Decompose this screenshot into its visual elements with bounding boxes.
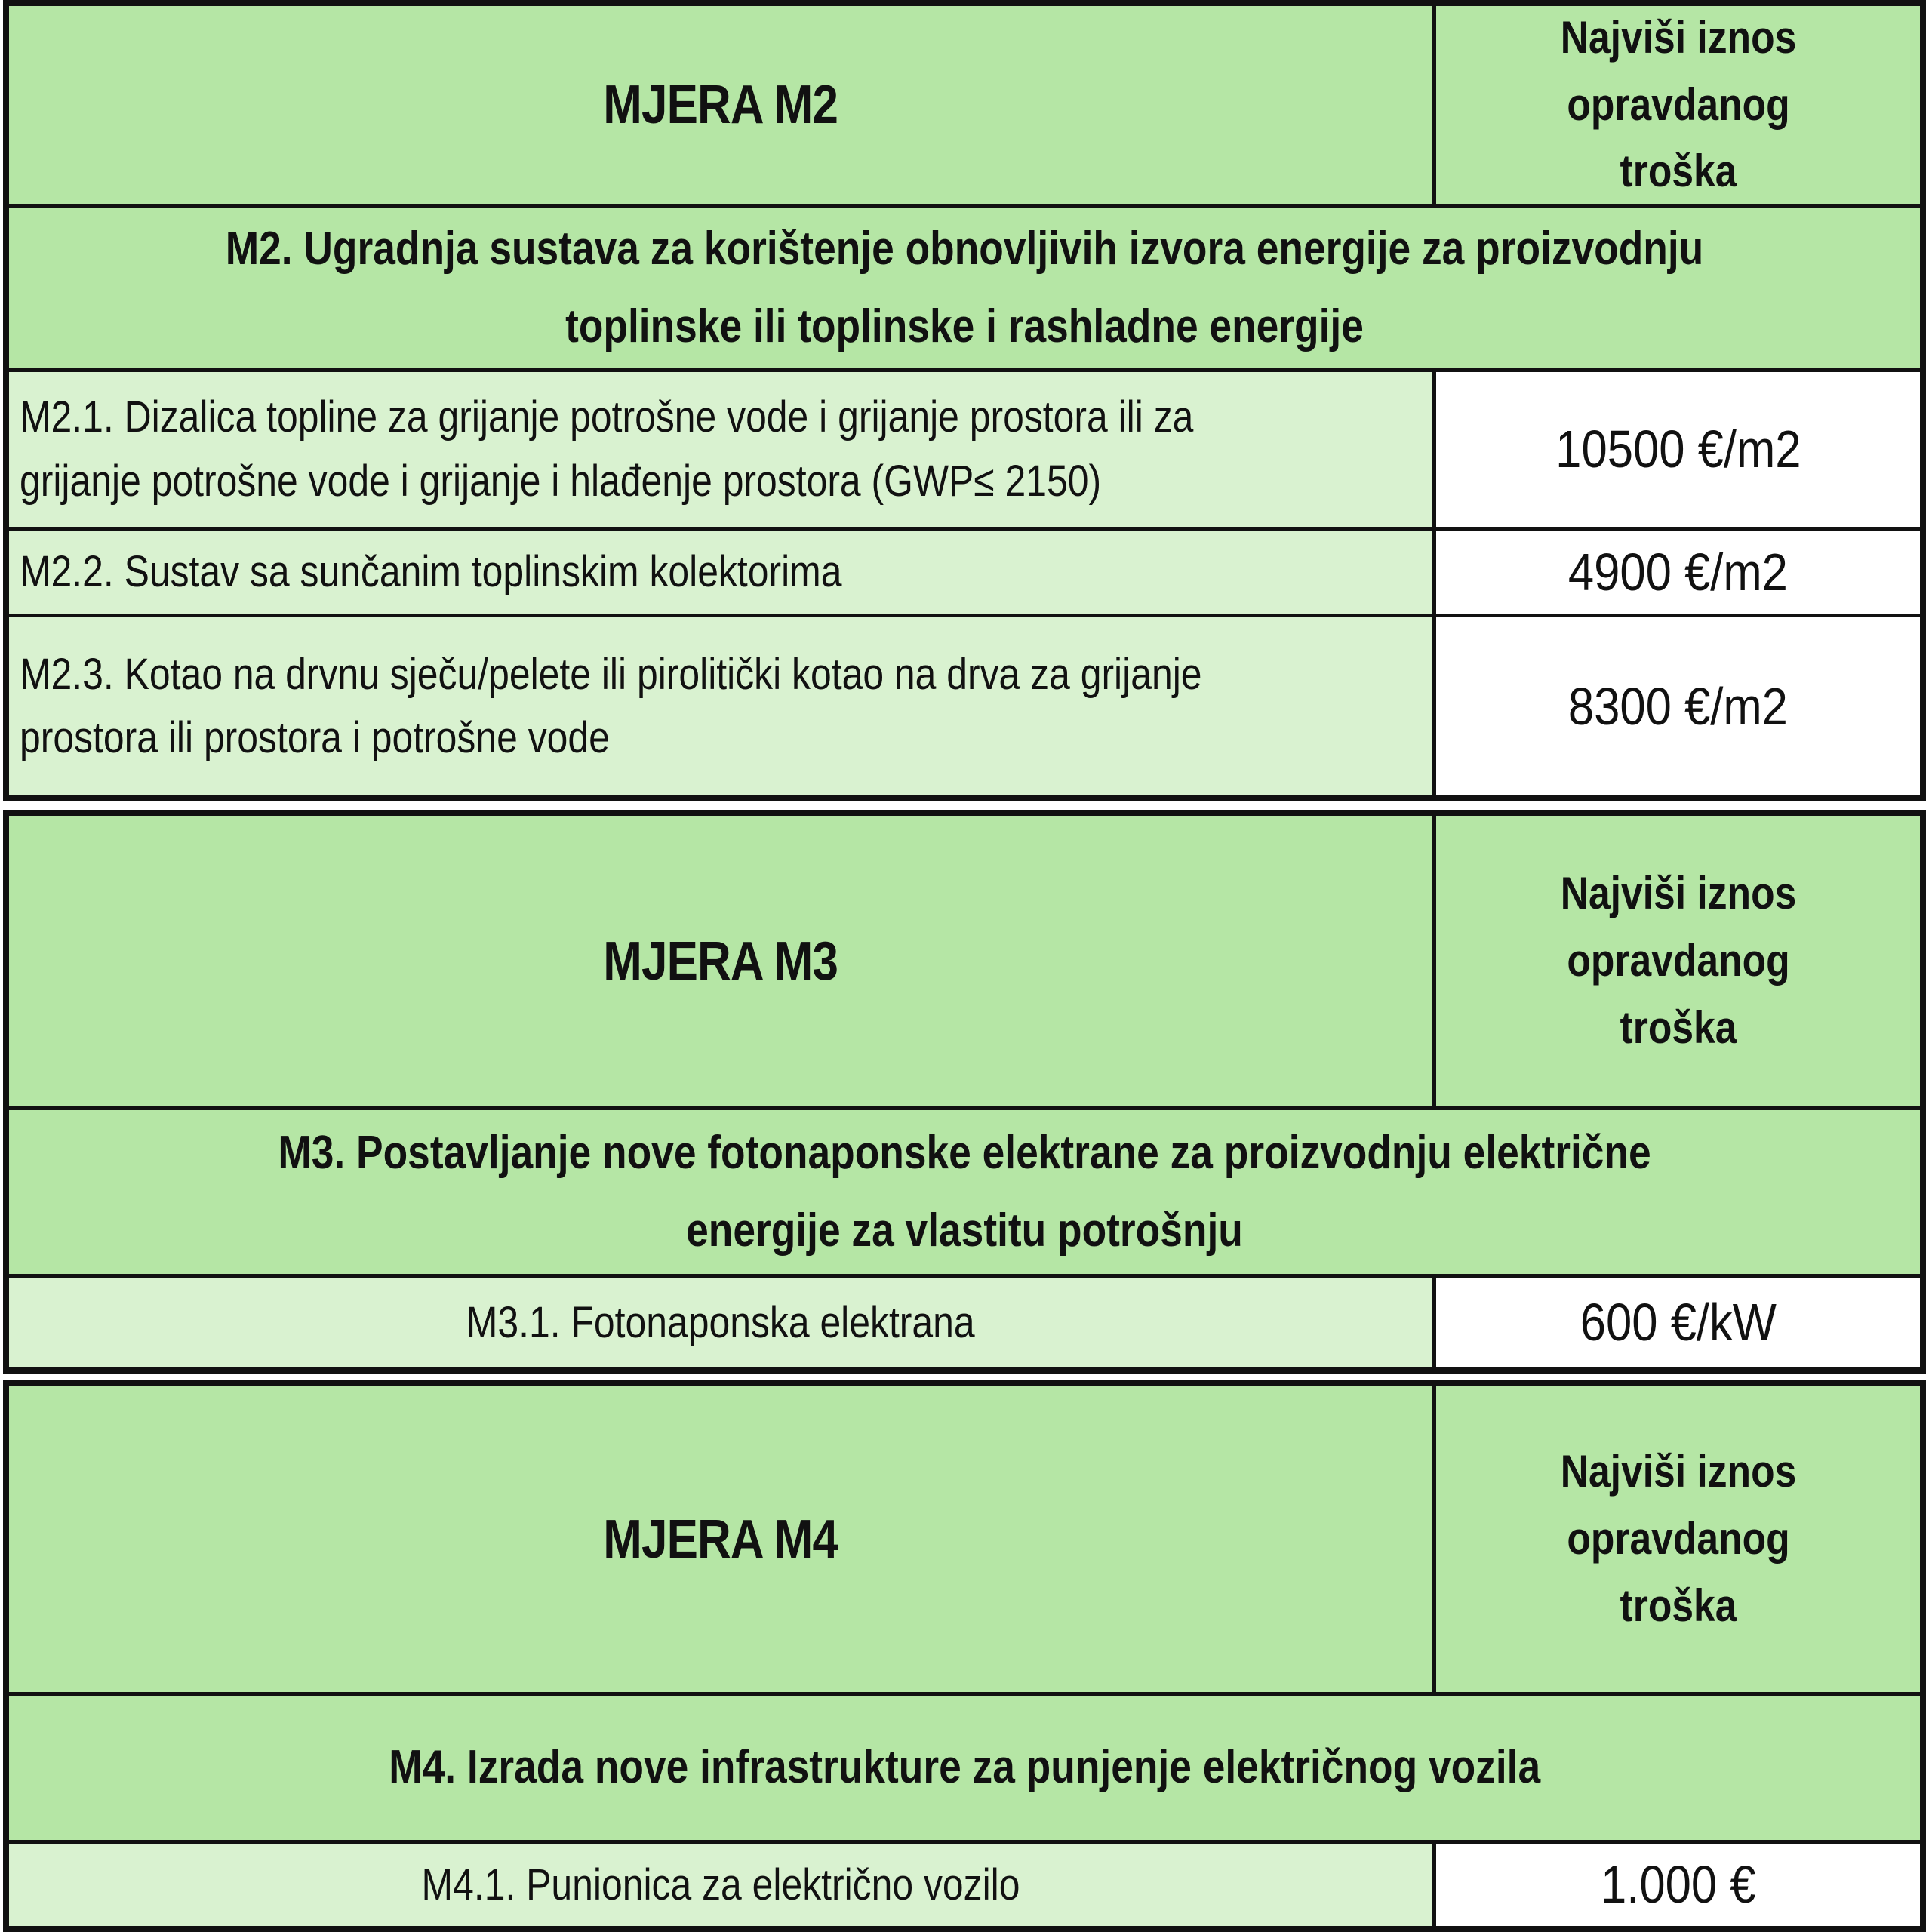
m4-measure-cell: [9, 1696, 1920, 1840]
m4-title-cell: [9, 1386, 1432, 1692]
m3-item-1-label: M3.1. Fotonaponska elektrana: [466, 1298, 975, 1347]
m3-measure-title: M3. Postavljanje nove fotonaponske elektrane za proizvodnju električne energije za vlastitu potrošnju: [278, 1127, 1651, 1257]
m2-item-1-label-cell: [9, 372, 1432, 527]
m2-item-3-label: M2.3. Kotao na drvnu sječu/pelete ili pirolitički kotao na drva za grijanje prostora ili prostora i potrošne vode: [20, 649, 1202, 762]
m2-header-row: [9, 6, 1920, 204]
m2-item-3-price-cell: [1432, 617, 1920, 795]
m2-item-1-price-cell: [1432, 372, 1920, 527]
m3-measure-row: [9, 1106, 1920, 1274]
m2-measure-title: M2. Ugradnja sustava za korištenje obnovljivih izvora energije za proizvodnju toplinske ili toplinske i rashladne energije: [225, 223, 1704, 352]
m3-item-row-1: [9, 1274, 1920, 1367]
measure-m3-table: [3, 810, 1926, 1374]
m2-column-header-cell: [1432, 6, 1920, 204]
m2-measure-cell: [9, 208, 1920, 368]
m2-item-1-price: 10500 €/m2: [1555, 420, 1801, 478]
m2-item-2-label: M2.2. Sustav sa sunčanim toplinskim kolektorima: [20, 546, 842, 596]
m4-item-1-price-cell: [1432, 1844, 1920, 1926]
m3-column-header: Najviši iznos opravdanog troška: [1560, 868, 1796, 1053]
m4-header-row: [9, 1386, 1920, 1692]
m3-item-1-label-cell: [9, 1278, 1432, 1367]
m2-column-header: Najviši iznos opravdanog troška: [1560, 11, 1796, 197]
m3-item-1-price-cell: [1432, 1278, 1920, 1367]
m4-column-header-cell: [1432, 1386, 1920, 1692]
m2-item-2-price: 4900 €/m2: [1567, 542, 1789, 601]
m2-item-3-label-cell: [9, 617, 1432, 795]
m2-item-2-price-cell: [1432, 531, 1920, 614]
m2-item-row-2: [9, 527, 1920, 614]
m4-measure-title: M4. Izrada nove infrastrukture za punjenje električnog vozila: [389, 1741, 1540, 1794]
m2-title-cell: [9, 6, 1432, 204]
measure-m2-table: [3, 0, 1926, 801]
m4-item-1-label: M4.1. Punionica za električno vozilo: [421, 1860, 1020, 1909]
m4-title: MJERA M4: [603, 1509, 838, 1570]
m2-item-row-1: [9, 368, 1920, 527]
m2-measure-row: [9, 204, 1920, 368]
m4-item-1-label-cell: [9, 1844, 1432, 1926]
m4-item-1-price: 1.000 €: [1600, 1855, 1756, 1914]
m2-item-3-price: 8300 €/m2: [1567, 676, 1789, 736]
m4-column-header: Najviši iznos opravdanog troška: [1560, 1446, 1796, 1631]
m4-measure-row: [9, 1692, 1920, 1840]
measure-m4-table: [3, 1380, 1926, 1932]
m4-item-row-1: [9, 1840, 1920, 1926]
m2-item-2-label-cell: [9, 531, 1432, 614]
m2-item-row-3: [9, 614, 1920, 795]
m3-item-1-price: 600 €/kW: [1580, 1293, 1777, 1352]
m3-measure-cell: [9, 1110, 1920, 1274]
m2-item-1-label: M2.1. Dizalica topline za grijanje potrošne vode i grijanje prostora ili za grijanje potrošne vode i grijanje i hlađenje prostora (GWP≤ 2150): [20, 392, 1194, 506]
m3-header-row: [9, 816, 1920, 1106]
m3-title-cell: [9, 816, 1432, 1106]
m3-column-header-cell: [1432, 816, 1920, 1106]
m3-title: MJERA M3: [603, 931, 838, 992]
m2-title: MJERA M2: [603, 75, 838, 135]
